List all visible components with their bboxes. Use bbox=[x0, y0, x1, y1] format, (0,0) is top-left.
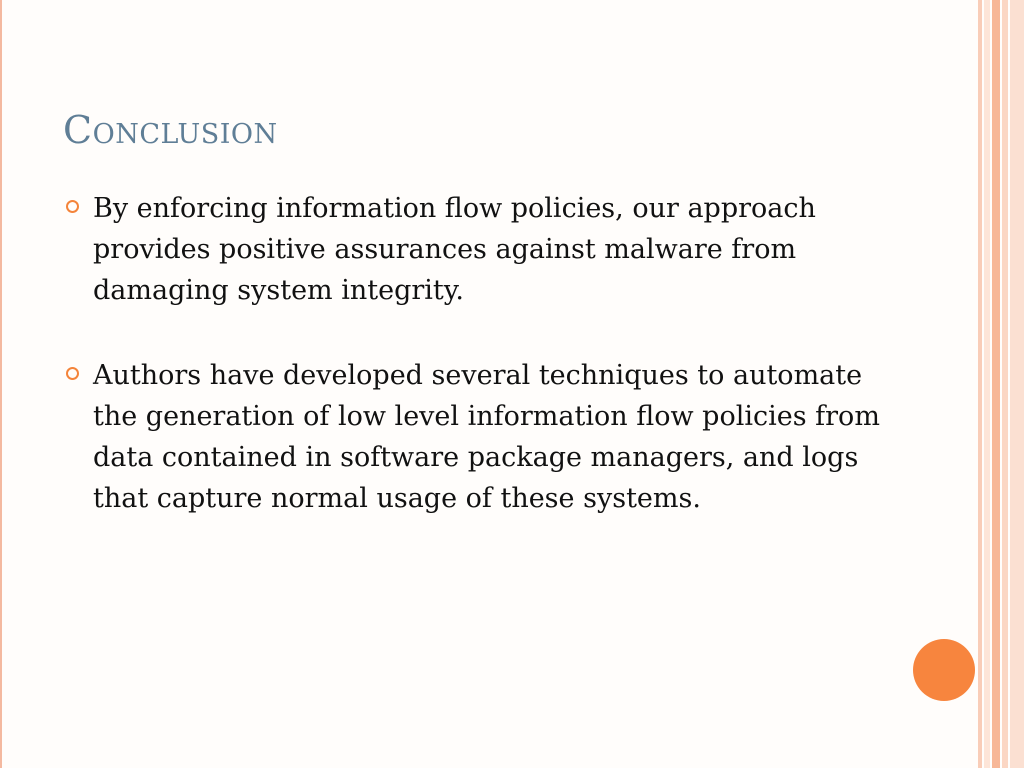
stripe bbox=[1002, 0, 1008, 768]
stripe bbox=[992, 0, 1000, 768]
bullet-item bbox=[64, 355, 884, 519]
stripe bbox=[978, 0, 982, 768]
orange-circle-icon bbox=[913, 639, 975, 701]
right-decorative-stripes bbox=[978, 0, 1024, 768]
bullet-list bbox=[64, 188, 884, 563]
bullet-text: By enforcing information flow policies, our approach provides positive assurances against malware from damaging system integrity. bbox=[93, 193, 816, 306]
left-border bbox=[0, 0, 2, 768]
bullet-item bbox=[64, 188, 884, 311]
hollow-circle-bullet-icon bbox=[66, 367, 79, 380]
hollow-circle-bullet-icon bbox=[66, 200, 79, 213]
stripe bbox=[1010, 0, 1024, 768]
stripe bbox=[984, 0, 990, 768]
bullet-text: Authors have developed several techniques to automate the generation of low level information flow policies from data contained in software package managers, and logs that capture normal usage of these systems. bbox=[93, 360, 880, 514]
slide-title: Conclusion bbox=[63, 108, 278, 152]
